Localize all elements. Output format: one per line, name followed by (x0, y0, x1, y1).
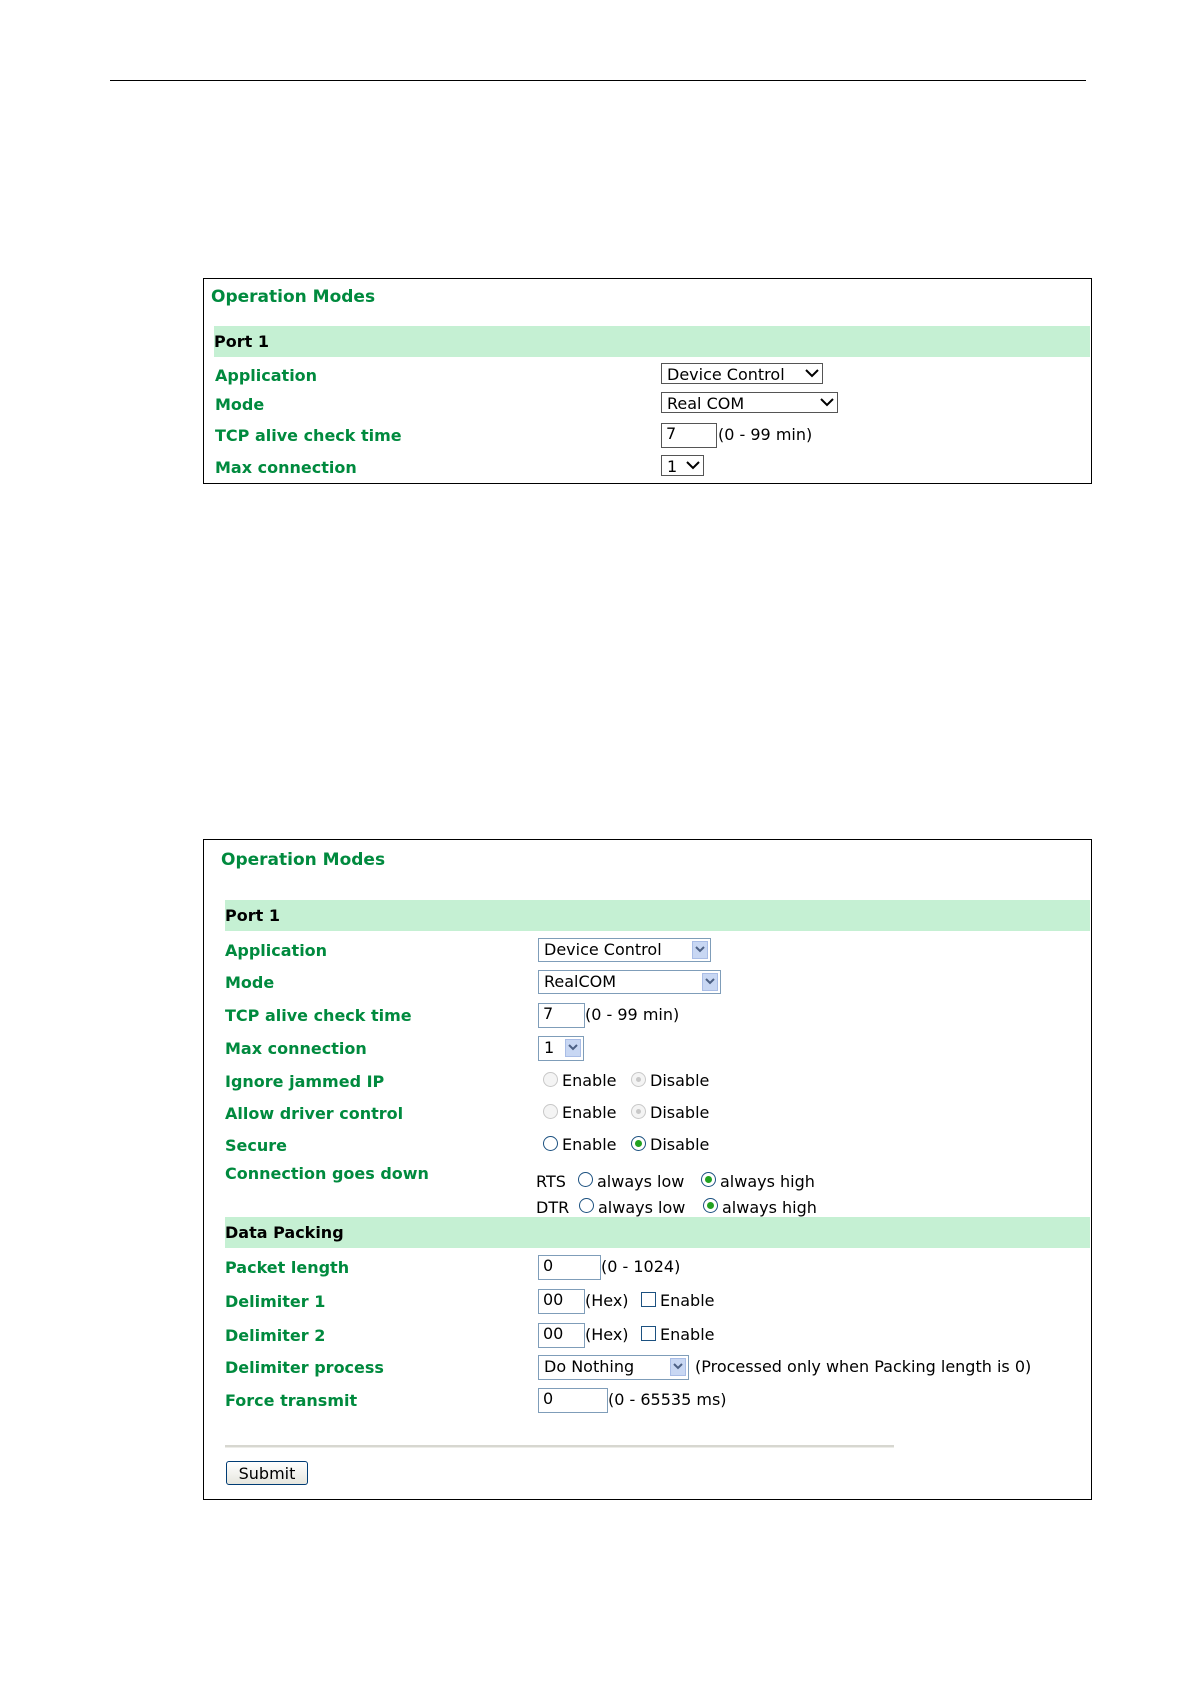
dtr-always-low-radio[interactable] (579, 1198, 594, 1213)
row-delimiter-1 (225, 1288, 1085, 1316)
section-header-data-packing (225, 1217, 1090, 1248)
application-select-value: Device Control (544, 940, 662, 959)
submit-button[interactable]: Submit (226, 1461, 308, 1485)
row-tcp-alive (215, 422, 1085, 450)
row-mode (215, 391, 1085, 419)
chevron-down-icon[interactable] (685, 458, 701, 473)
ignore-jammed-ip-disable-radio[interactable] (631, 1072, 646, 1087)
rts-label: RTS (536, 1172, 566, 1191)
delimiter-2-hint: (Hex) (585, 1325, 629, 1344)
secure-enable-radio[interactable] (543, 1136, 558, 1151)
application-select[interactable] (661, 363, 823, 384)
section-label: Port 1 (214, 332, 269, 351)
ignore-jammed-ip-label: Ignore jammed IP (225, 1072, 385, 1091)
delimiter-2-enable-checkbox[interactable] (641, 1326, 656, 1341)
secure-disable-radio[interactable] (631, 1136, 646, 1151)
operation-modes-panel-2 (203, 839, 1092, 1500)
mode-select-value: RealCOM (544, 972, 617, 991)
mode-label: Mode (215, 395, 265, 414)
force-transmit-hint: (0 - 65535 ms) (608, 1390, 727, 1409)
row-connection-goes-down (225, 1160, 1085, 1218)
application-select-value: Device Control (667, 365, 785, 384)
chevron-down-icon[interactable] (670, 1358, 686, 1376)
secure-label: Secure (225, 1136, 287, 1155)
delimiter-1-hint: (Hex) (585, 1291, 629, 1310)
delimiter-2-enable-label: Enable (660, 1325, 715, 1344)
allow-driver-control-label: Allow driver control (225, 1104, 404, 1123)
tcp-alive-label: TCP alive check time (215, 426, 402, 445)
secure-enable-label: Enable (562, 1135, 617, 1154)
row-ignore-jammed-ip (225, 1068, 1085, 1096)
tcp-alive-hint: (0 - 99 min) (585, 1005, 680, 1024)
row-application (225, 937, 1085, 965)
chevron-down-icon[interactable] (565, 1039, 581, 1057)
connection-goes-down-label: Connection goes down (225, 1164, 429, 1183)
section-header-port (225, 900, 1090, 931)
mode-select[interactable] (538, 970, 721, 994)
packet-length-label: Packet length (225, 1258, 350, 1277)
application-label: Application (225, 941, 328, 960)
dtr-always-low-label: always low (598, 1198, 686, 1217)
section-header-port (214, 326, 1090, 357)
form-divider (225, 1445, 894, 1448)
section-label: Port 1 (225, 906, 280, 925)
application-label: Application (215, 366, 318, 385)
dtr-label: DTR (536, 1198, 570, 1217)
row-delimiter-process (225, 1354, 1085, 1382)
panel-title: Operation Modes (221, 850, 386, 870)
operation-modes-panel-1 (203, 278, 1092, 484)
delimiter-1-label: Delimiter 1 (225, 1292, 326, 1311)
chevron-down-icon[interactable] (692, 941, 708, 959)
delimiter-1-input[interactable]: 00 (538, 1289, 585, 1314)
ignore-jammed-ip-enable-radio[interactable] (543, 1072, 558, 1087)
section-label: Data Packing (225, 1223, 344, 1242)
row-max-connection (225, 1035, 1085, 1063)
secure-disable-label: Disable (650, 1135, 710, 1154)
max-connection-value: 1 (667, 457, 678, 476)
row-force-transmit (225, 1387, 1085, 1415)
row-application (215, 362, 1085, 390)
tcp-alive-hint: (0 - 99 min) (718, 425, 813, 444)
rts-always-low-radio[interactable] (578, 1172, 593, 1187)
delimiter-1-enable-checkbox[interactable] (641, 1292, 656, 1307)
tcp-alive-input[interactable]: 7 (538, 1003, 585, 1028)
row-tcp-alive (225, 1002, 1085, 1030)
delimiter-process-hint: (Processed only when Packing length is 0) (695, 1357, 1032, 1376)
max-connection-value: 1 (544, 1038, 555, 1057)
rts-always-high-radio[interactable] (701, 1172, 716, 1187)
allow-driver-control-disable-label: Disable (650, 1103, 710, 1122)
page-header-rule (110, 80, 1086, 81)
chevron-down-icon[interactable] (819, 395, 835, 410)
packet-length-input[interactable]: 0 (538, 1255, 601, 1280)
force-transmit-input[interactable]: 0 (538, 1388, 608, 1413)
ignore-jammed-ip-disable-label: Disable (650, 1071, 710, 1090)
delimiter-process-select[interactable] (538, 1355, 689, 1380)
tcp-alive-label: TCP alive check time (225, 1006, 412, 1025)
delimiter-process-value: Do Nothing (544, 1357, 635, 1376)
row-packet-length (225, 1254, 1085, 1282)
rts-always-low-label: always low (597, 1172, 685, 1191)
packet-length-hint: (0 - 1024) (601, 1257, 681, 1276)
max-connection-select[interactable] (538, 1036, 584, 1061)
delimiter-1-enable-label: Enable (660, 1291, 715, 1310)
mode-select[interactable] (661, 392, 838, 413)
mode-label: Mode (225, 973, 275, 992)
force-transmit-label: Force transmit (225, 1391, 358, 1410)
max-connection-select[interactable] (661, 455, 704, 476)
max-connection-label: Max connection (215, 458, 357, 477)
chevron-down-icon[interactable] (702, 973, 718, 991)
mode-select-value: Real COM (667, 394, 745, 413)
application-select[interactable] (538, 938, 711, 962)
panel-title: Operation Modes (211, 287, 376, 307)
tcp-alive-input[interactable]: 7 (661, 423, 717, 448)
row-allow-driver-control (225, 1100, 1085, 1128)
dtr-always-high-radio[interactable] (703, 1198, 718, 1213)
delimiter-2-input[interactable]: 00 (538, 1323, 585, 1348)
ignore-jammed-ip-enable-label: Enable (562, 1071, 617, 1090)
allow-driver-control-disable-radio[interactable] (631, 1104, 646, 1119)
row-max-connection (215, 454, 1085, 482)
delimiter-2-label: Delimiter 2 (225, 1326, 326, 1345)
max-connection-label: Max connection (225, 1039, 367, 1058)
allow-driver-control-enable-radio[interactable] (543, 1104, 558, 1119)
row-secure (225, 1132, 1085, 1160)
rts-always-high-label: always high (720, 1172, 815, 1191)
delimiter-process-label: Delimiter process (225, 1358, 384, 1377)
chevron-down-icon[interactable] (804, 366, 820, 381)
dtr-always-high-label: always high (722, 1198, 817, 1217)
row-mode (225, 969, 1085, 997)
allow-driver-control-enable-label: Enable (562, 1103, 617, 1122)
row-delimiter-2 (225, 1322, 1085, 1350)
